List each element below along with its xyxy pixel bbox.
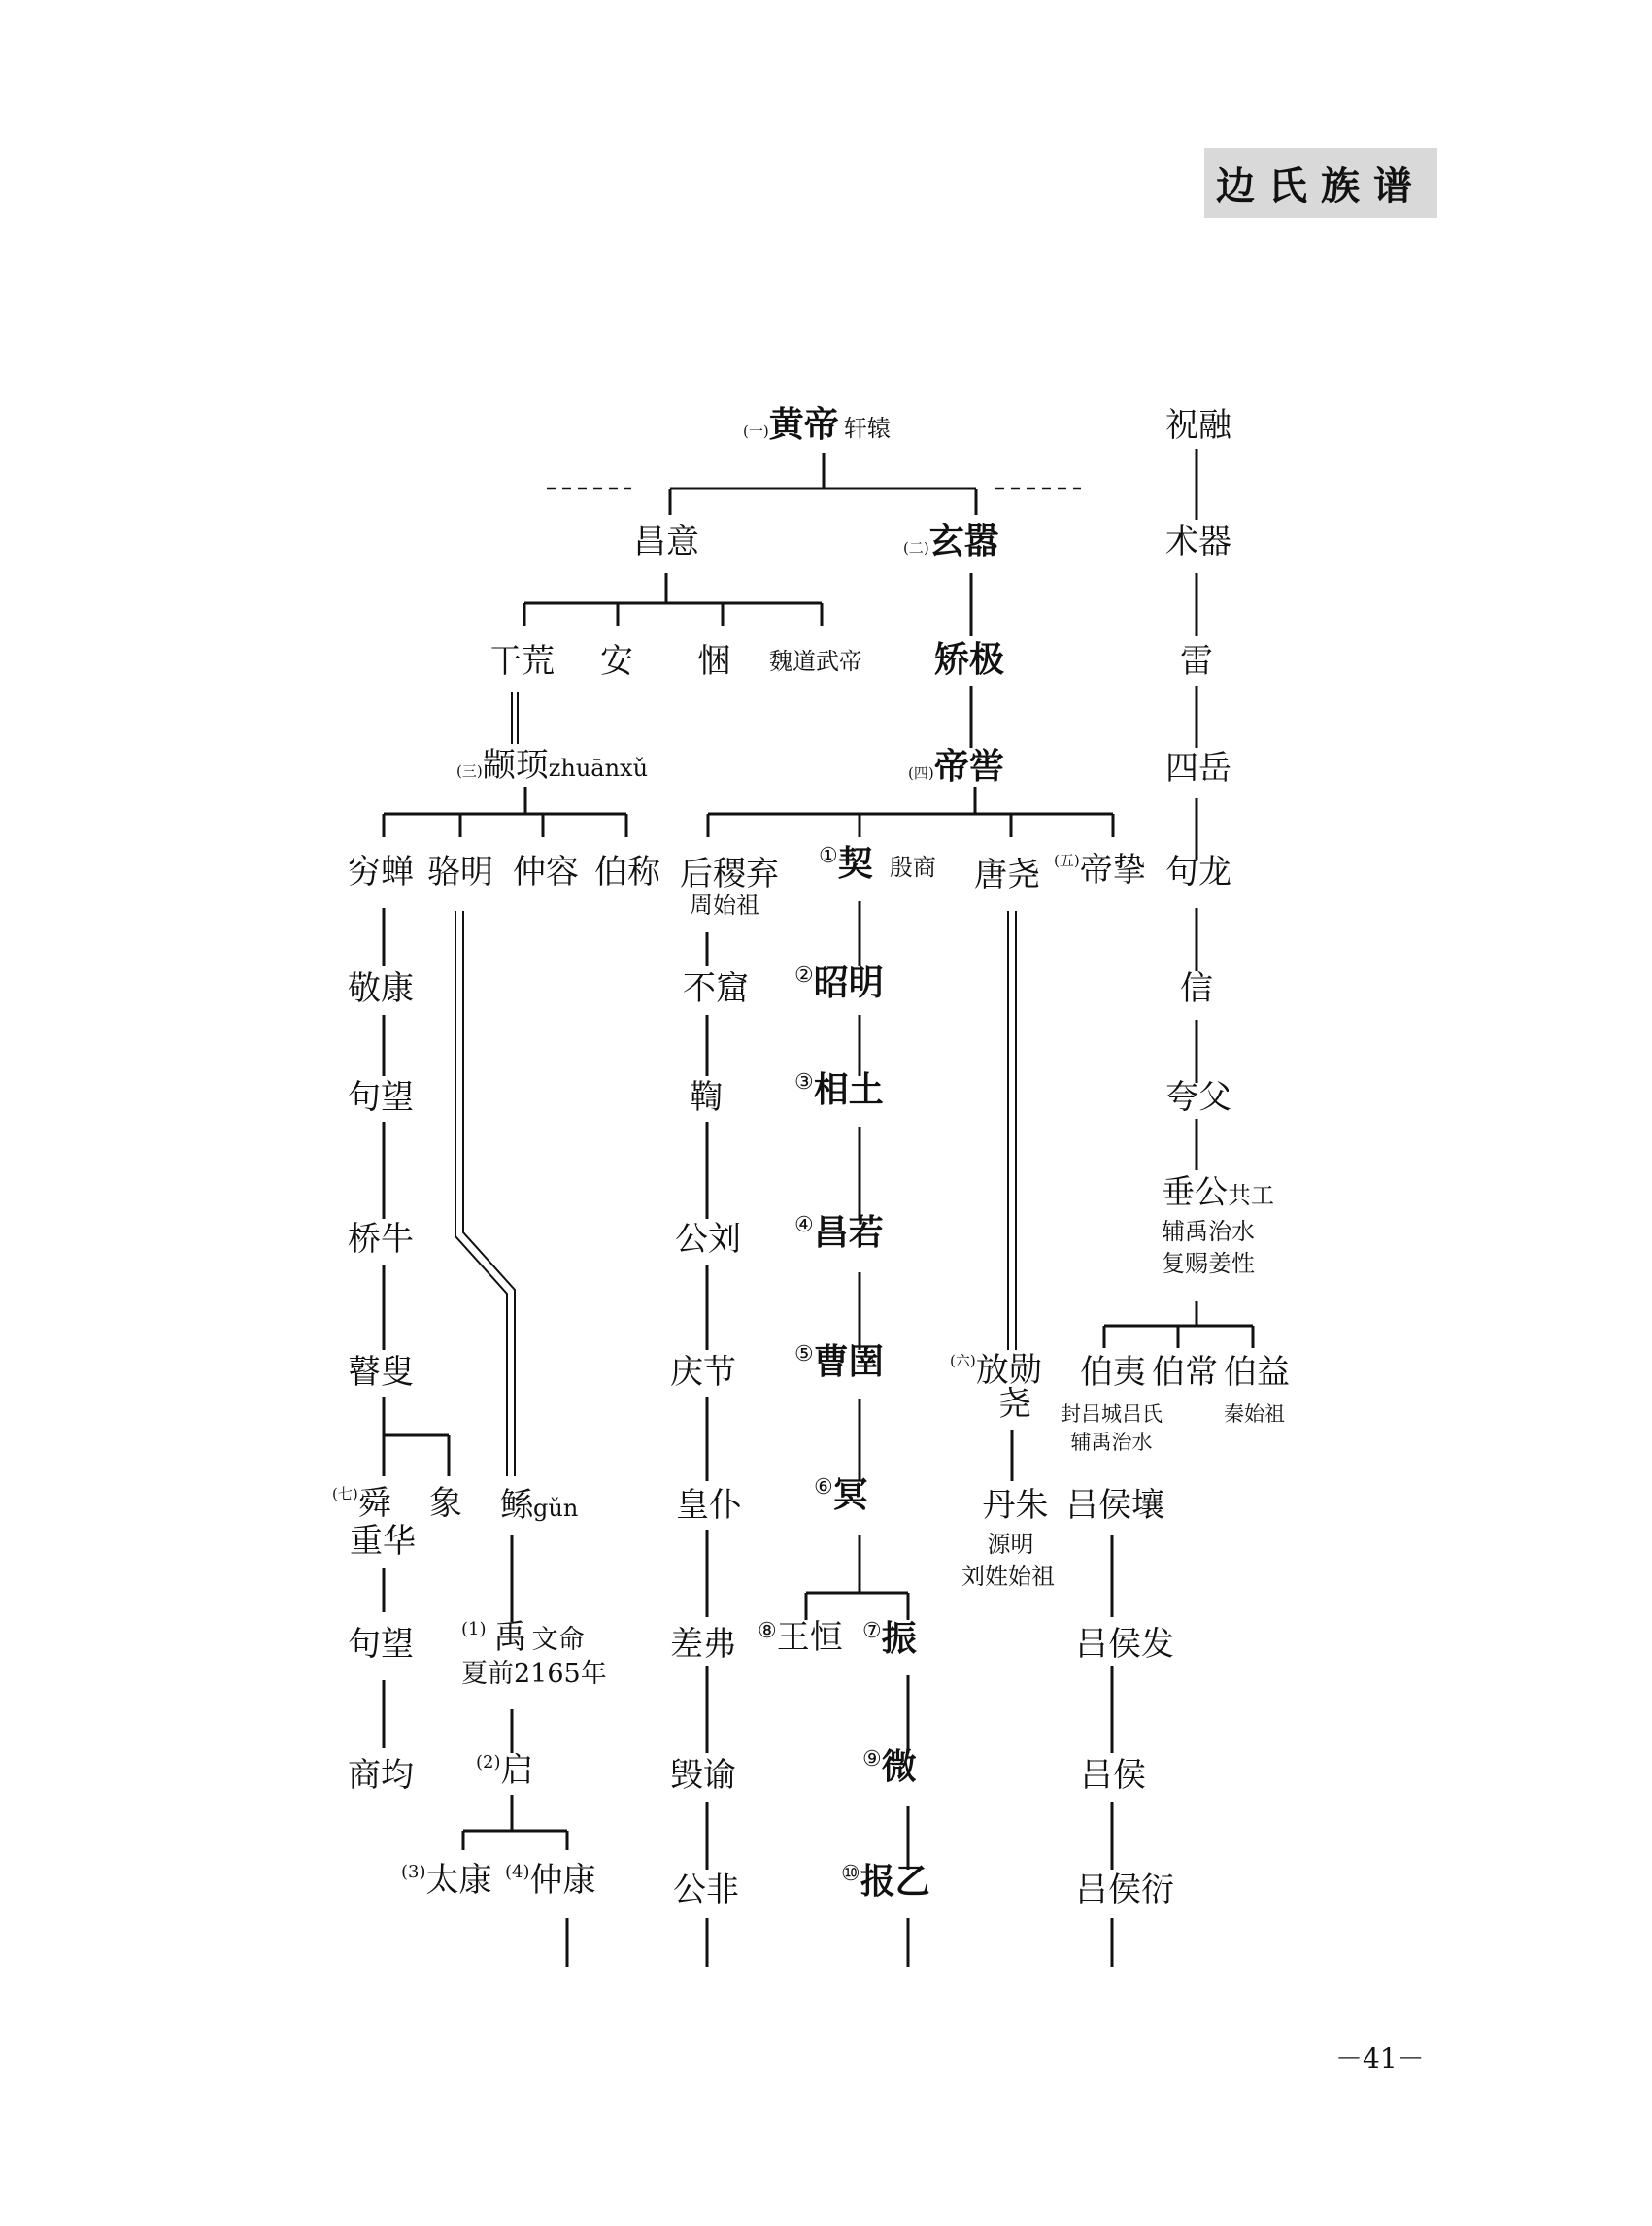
node-boyi-note — [1061, 1403, 1163, 1454]
node-name: 王恒 — [776, 1618, 843, 1657]
node-name: 放勋 — [975, 1351, 1042, 1390]
node-boyi2: 伯益 — [1224, 1353, 1290, 1392]
node-an: 安 — [600, 642, 633, 681]
node-lvhoufa: 吕侯发 — [1075, 1625, 1174, 1664]
node-name: 玄嚣 — [928, 522, 999, 561]
generation-mark: ⑦ — [862, 1619, 882, 1643]
node-diku — [908, 748, 1004, 787]
page-number: －41－ — [1335, 2042, 1425, 2074]
node-note: 文命 — [531, 1625, 585, 1655]
generation-mark: (4) — [505, 1862, 530, 1882]
book-title: 边氏族谱 — [1216, 162, 1426, 209]
node-shuqi: 术器 — [1165, 523, 1231, 561]
node-name: 微 — [881, 1747, 917, 1787]
generation-mark: ⑨ — [862, 1747, 882, 1771]
generation-mark: (七) — [332, 1485, 358, 1502]
node-name: 振 — [881, 1619, 917, 1659]
node-caoyu — [794, 1343, 884, 1382]
node-name: 相土 — [813, 1070, 884, 1110]
node-xie — [819, 845, 936, 884]
node-lei: 雷 — [1180, 642, 1213, 681]
node-luoming: 骆明 — [427, 853, 493, 892]
node-baoyi — [841, 1863, 930, 1902]
node-name: 颛顼 — [482, 746, 549, 785]
node-name: 垂公 — [1162, 1173, 1228, 1212]
node-gun — [500, 1488, 578, 1524]
node-wangheng — [758, 1620, 843, 1656]
node-note-line: 刘姓始祖 — [961, 1562, 1055, 1590]
generation-mark: ④ — [794, 1213, 814, 1237]
generation-mark: ⑧ — [758, 1619, 777, 1643]
node-note-line: 封吕城吕氏 — [1061, 1402, 1163, 1426]
node-dynasty-date: 夏前2165年 — [461, 1659, 607, 1690]
node-note-line: 源明 — [987, 1531, 1034, 1559]
node-changruo — [794, 1214, 884, 1253]
node-zhurong: 祝融 — [1165, 406, 1231, 445]
node-shangjun: 商均 — [348, 1756, 414, 1795]
node-pinyin: zhuānxǔ — [548, 755, 649, 782]
node-zhongrong: 仲容 — [513, 853, 579, 892]
generation-mark: (3) — [401, 1862, 426, 1882]
node-qi — [476, 1753, 534, 1789]
node-ming — [814, 1476, 868, 1515]
node-qiongchan: 穷蝉 — [348, 853, 414, 892]
node-xin: 信 — [1180, 969, 1213, 1008]
node-wei — [862, 1748, 917, 1787]
node-changyi: 昌意 — [633, 523, 699, 561]
node-pinyin: gǔn — [533, 1495, 579, 1522]
generation-mark: ③ — [794, 1070, 814, 1095]
node-qiaoniu: 桥牛 — [348, 1220, 414, 1259]
node-huangpu: 皇仆 — [676, 1486, 742, 1525]
node-note: 轩辕 — [843, 415, 891, 442]
node-jingkang: 敬康 — [348, 969, 414, 1008]
node-bochang: 伯常 — [1152, 1353, 1218, 1392]
node-name: 帝挚 — [1079, 851, 1146, 890]
node-name: 报乙 — [860, 1862, 930, 1902]
generation-mark: (三) — [456, 762, 483, 780]
node-ju: 鞫 — [690, 1078, 723, 1117]
generation-mark: (六) — [950, 1352, 976, 1369]
node-name: 舜 — [357, 1484, 391, 1523]
generation-mark: ② — [794, 963, 814, 988]
node-name: 太康 — [425, 1861, 492, 1900]
node-xuanxiao — [903, 523, 999, 561]
node-weidaowudi: 魏道武帝 — [769, 648, 862, 675]
node-goowang: 句望 — [348, 1078, 414, 1117]
node-zhen — [862, 1620, 917, 1659]
node-siyue: 四岳 — [1165, 749, 1231, 788]
node-alias: 重华 — [350, 1522, 416, 1562]
node-jiaoji: 矫极 — [934, 640, 1005, 680]
generation-mark: ⑩ — [841, 1862, 860, 1886]
generation-mark: (2) — [476, 1752, 501, 1772]
node-zhuanxu — [456, 748, 648, 784]
node-note-line: 辅禹治水 — [1070, 1431, 1153, 1455]
node-name: 曹圉 — [813, 1342, 884, 1382]
node-buku: 不窟 — [683, 969, 749, 1008]
node-kuafu: 夸父 — [1165, 1078, 1231, 1117]
node-shun — [332, 1486, 416, 1561]
node-gongfei: 公非 — [673, 1871, 739, 1909]
generation-mark: (1) — [461, 1619, 487, 1639]
node-taikang — [401, 1863, 492, 1899]
node-name: 帝喾 — [933, 747, 1004, 787]
node-goowang2: 句望 — [348, 1625, 414, 1664]
node-note: 殷商 — [889, 854, 936, 881]
node-boyi: 伯夷 — [1080, 1353, 1146, 1392]
generation-mark: ⑤ — [794, 1342, 814, 1366]
node-note: 共工 — [1228, 1182, 1274, 1209]
node-name: 仲康 — [529, 1861, 596, 1900]
node-chuigong — [1162, 1175, 1274, 1276]
node-fangxun — [950, 1353, 1042, 1424]
node-note-line: 辅禹治水 — [1162, 1218, 1255, 1246]
node-note: 周始祖 — [690, 892, 759, 920]
node-boyi2-note: 秦始祖 — [1224, 1402, 1285, 1426]
node-name: 鲧 — [500, 1486, 533, 1525]
node-tangyao: 唐尧 — [974, 856, 1040, 894]
node-dizhi — [1054, 853, 1146, 889]
node-bocheng: 伯称 — [594, 853, 660, 892]
node-name: 禹 — [493, 1618, 527, 1657]
generation-mark: (二) — [903, 539, 929, 556]
node-lvhou: 吕侯 — [1080, 1756, 1146, 1795]
node-name: 契 — [837, 844, 873, 884]
generation-mark: ⑥ — [814, 1475, 833, 1500]
node-name: 启 — [500, 1751, 534, 1790]
node-houji — [680, 857, 779, 919]
node-goulong: 句龙 — [1165, 853, 1231, 892]
node-yu — [461, 1620, 607, 1689]
node-xiang: 象 — [429, 1484, 462, 1523]
node-ganhuang: 干荒 — [489, 642, 555, 681]
node-xiangtu — [794, 1071, 884, 1110]
node-name: 冥 — [832, 1475, 868, 1515]
generation-mark: (五) — [1054, 852, 1080, 869]
node-danzhu — [961, 1486, 1055, 1590]
node-gusou: 瞽叟 — [348, 1353, 414, 1392]
generation-mark: ① — [819, 844, 838, 868]
node-name: 丹朱 — [982, 1486, 1049, 1525]
node-lvhourang: 吕侯壤 — [1065, 1486, 1164, 1525]
generation-mark: (四) — [908, 764, 934, 782]
node-huangdi — [743, 406, 891, 445]
node-name: 昌若 — [813, 1213, 884, 1253]
node-lvhouyan: 吕侯衍 — [1075, 1871, 1174, 1909]
node-zhaoming — [794, 964, 884, 1003]
node-gongliu: 公刘 — [675, 1220, 741, 1259]
node-huiyu: 毁谕 — [670, 1756, 736, 1795]
generation-mark: (一) — [743, 422, 769, 440]
node-name: 后稷弃 — [680, 855, 779, 894]
node-name: 黄帝 — [768, 405, 839, 445]
node-chafu: 差弗 — [670, 1625, 736, 1664]
node-qingjie: 庆节 — [670, 1353, 736, 1392]
node-kun: 悃 — [697, 642, 730, 681]
node-name: 昭明 — [813, 963, 884, 1003]
node-note-line: 复赐姜性 — [1162, 1249, 1255, 1277]
node-alias: 尧 — [998, 1385, 1031, 1425]
node-zhongkang — [505, 1863, 596, 1899]
